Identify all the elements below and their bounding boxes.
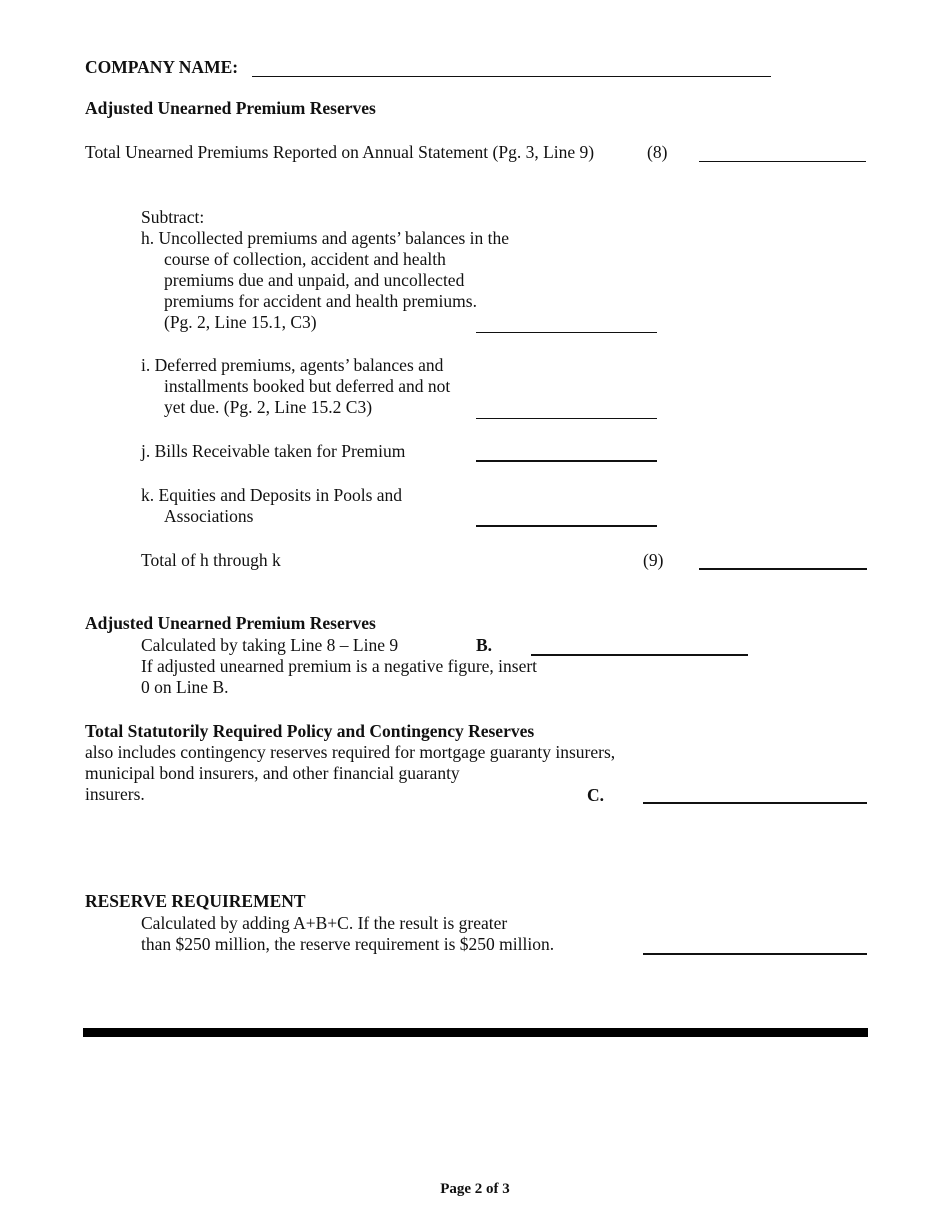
item-i: [141, 355, 450, 418]
company-name-field[interactable]: [252, 76, 771, 77]
note-line: If adjusted unearned premium is a negative figure, insert: [141, 656, 538, 676]
line-b-input[interactable]: [531, 654, 748, 656]
subtract-label: Subtract:: [141, 207, 205, 227]
item-h-line: course of collection, accident and health: [164, 249, 446, 269]
item-h-line: h. Uncollected premiums and agents’ balances in the: [141, 228, 510, 248]
section-heading-adjusted: Adjusted Unearned Premium Reserves: [85, 613, 376, 633]
reserve-requirement-input[interactable]: [643, 953, 867, 955]
line-number-8: (8): [647, 142, 668, 162]
line-8-input[interactable]: [699, 161, 866, 162]
item-h: [141, 228, 509, 333]
requirement-line: Calculated by adding A+B+C. If the result is greater: [141, 913, 508, 933]
company-name-label: COMPANY NAME:: [85, 57, 239, 77]
section-heading-statutory: Total Statutorily Required Policy and Contingency Reserves: [85, 721, 535, 741]
item-h-line: premiums due and unpaid, and uncollected: [164, 270, 465, 290]
item-h-input[interactable]: [476, 332, 657, 333]
line-b-calc-label: Calculated by taking Line 8 – Line 9: [141, 635, 399, 655]
section-heading-unearned: Adjusted Unearned Premium Reserves: [85, 98, 376, 118]
line-9-input[interactable]: [699, 568, 867, 570]
section-heading-reserve-requirement: RESERVE REQUIREMENT: [85, 891, 306, 911]
line-b-letter: B.: [476, 635, 493, 655]
line-c-input[interactable]: [643, 802, 867, 804]
note-line: 0 on Line B.: [141, 677, 229, 697]
item-h-line: premiums for accident and health premiums.: [164, 291, 477, 311]
item-i-input[interactable]: [476, 418, 657, 419]
item-i-line: installments booked but deferred and not: [164, 376, 451, 396]
page-number: Page 2 of 3: [440, 1181, 510, 1197]
statutory-line: insurers.: [85, 784, 145, 804]
item-j-input[interactable]: [476, 460, 657, 462]
item-k-line: Associations: [164, 506, 254, 526]
line-number-9: (9): [643, 550, 664, 570]
total-unearned-label: Total Unearned Premiums Reported on Annual Statement (Pg. 3, Line 9): [85, 142, 595, 162]
item-j: j. Bills Receivable taken for Premium: [141, 441, 406, 461]
item-k-line: k. Equities and Deposits in Pools and: [141, 485, 403, 505]
statutory-line: municipal bond insurers, and other financial guaranty: [85, 763, 460, 783]
line-b-note: [141, 656, 537, 698]
item-h-line: (Pg. 2, Line 15.1, C3): [164, 312, 317, 332]
total-h-through-k-label: Total of h through k: [141, 550, 281, 570]
statutory-body: [85, 742, 615, 805]
line-c-letter: C.: [587, 785, 605, 805]
item-i-line: i. Deferred premiums, agents’ balances and: [141, 355, 444, 375]
statutory-line: also includes contingency reserves required for mortgage guaranty insurers,: [85, 742, 616, 762]
reserve-requirement-body: [141, 913, 554, 955]
section-divider: [83, 1028, 868, 1037]
item-i-line: yet due. (Pg. 2, Line 15.2 C3): [164, 397, 373, 417]
item-k-input[interactable]: [476, 525, 657, 527]
item-k: [141, 485, 402, 527]
requirement-line: than $250 million, the reserve requirement is $250 million.: [141, 934, 555, 954]
